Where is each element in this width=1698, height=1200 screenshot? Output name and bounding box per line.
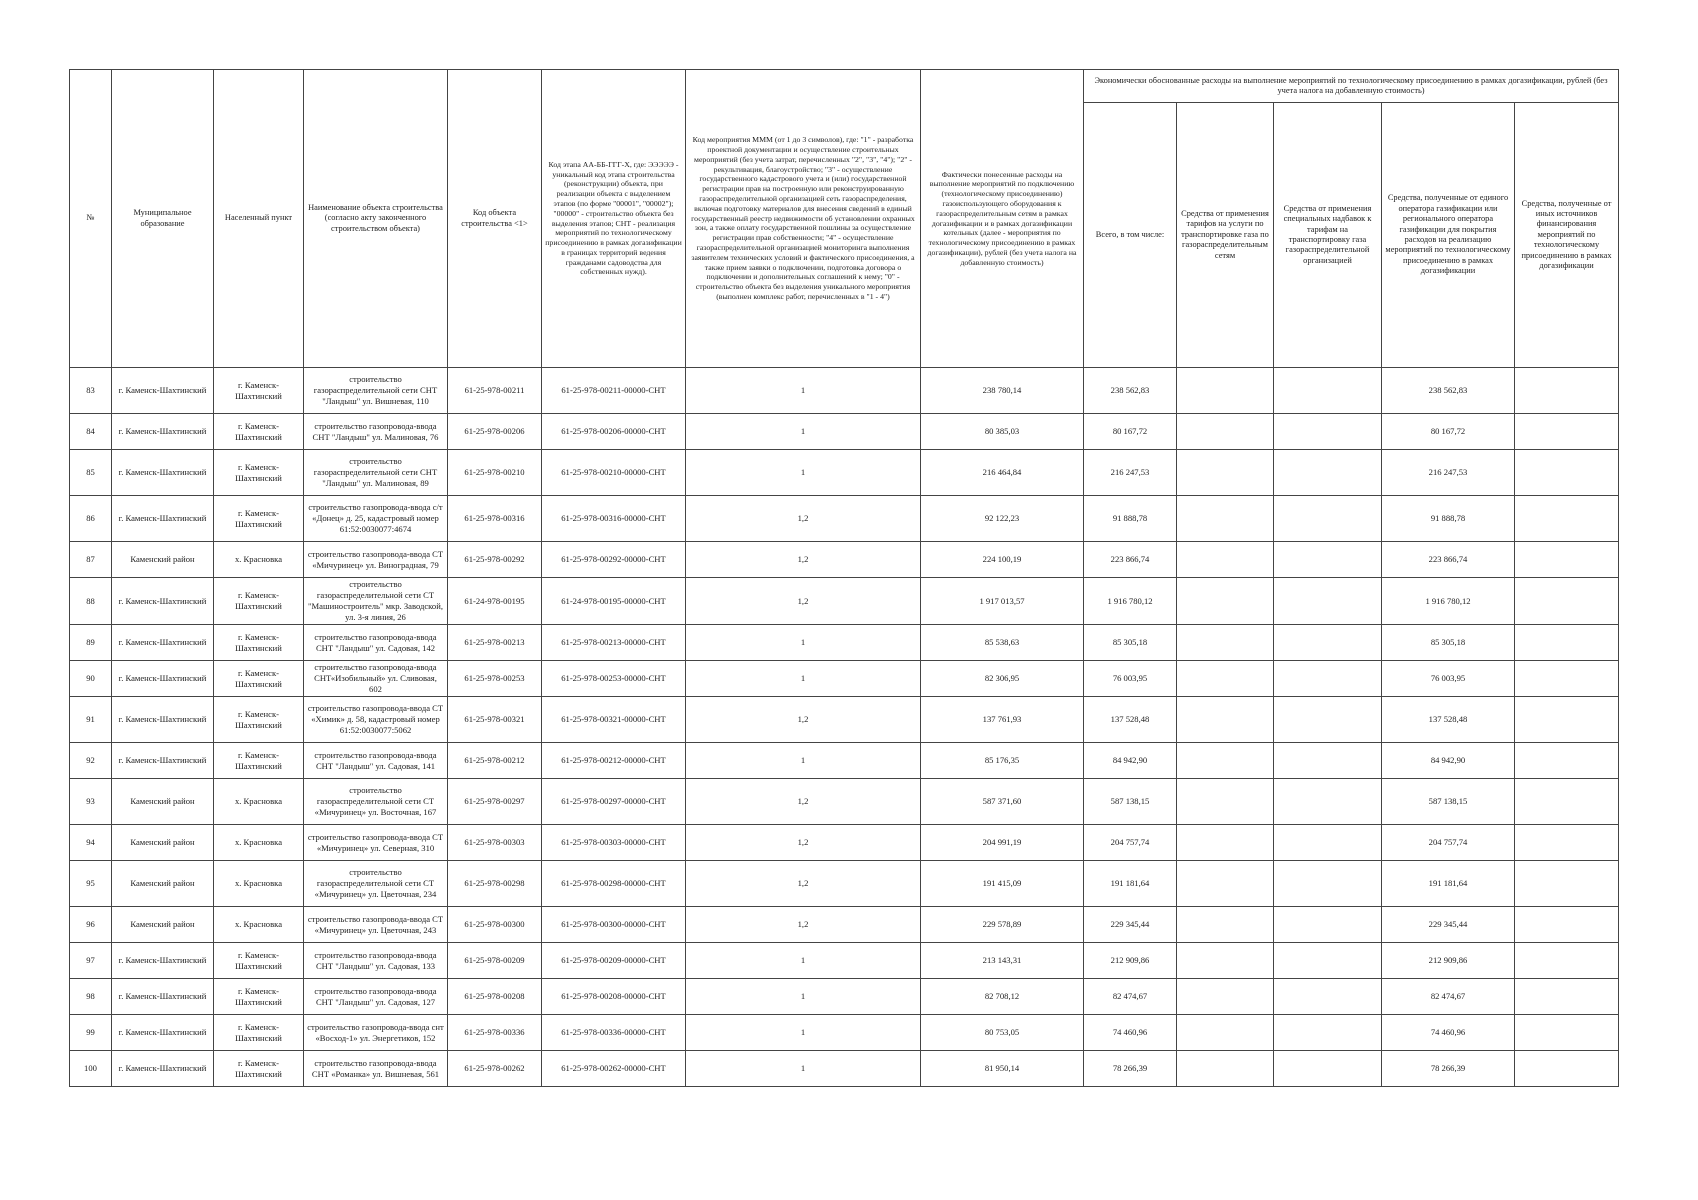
cell-total: 91 888,78 (1084, 496, 1177, 542)
cell-object-code: 61-25-978-00262 (448, 1051, 542, 1087)
cell-activity-code: 1 (686, 414, 921, 450)
cell-single-operator: 91 888,78 (1382, 496, 1515, 542)
cell-municipality: Каменский район (112, 542, 214, 578)
cell-object-name: строительство газопровода-ввода СНТ "Ландыш" ул. Садовая, 142 (304, 625, 448, 661)
header-special-surcharges: Средства от применения специальных надбавок к тарифам на транспортировку газа газораспределительной организацией (1274, 103, 1382, 368)
cell-other-sources (1515, 861, 1619, 907)
cell-object-code: 61-25-978-00206 (448, 414, 542, 450)
cell-single-operator: 238 562,83 (1382, 368, 1515, 414)
cell-single-operator: 137 528,48 (1382, 697, 1515, 743)
cell-tariff-transport (1177, 943, 1274, 979)
cell-special-surcharges (1274, 779, 1382, 825)
cell-object-code: 61-25-978-00297 (448, 779, 542, 825)
cell-single-operator: 191 181,64 (1382, 861, 1515, 907)
cell-total: 82 474,67 (1084, 979, 1177, 1015)
cell-other-sources (1515, 661, 1619, 697)
cell-total: 84 942,90 (1084, 743, 1177, 779)
cell-activity-code: 1,2 (686, 578, 921, 625)
cell-stage-code: 61-25-978-00206-00000-СНТ (542, 414, 686, 450)
header-municipality: Муниципальное образование (112, 70, 214, 368)
cell-stage-code: 61-25-978-00212-00000-СНТ (542, 743, 686, 779)
cell-municipality: г. Каменск-Шахтинский (112, 578, 214, 625)
cell-other-sources (1515, 743, 1619, 779)
cell-object-name: строительство газопровода-ввода СНТ "Ландыш" ул. Малиновая, 76 (304, 414, 448, 450)
table-row (70, 578, 1619, 625)
cell-special-surcharges (1274, 661, 1382, 697)
table-row (70, 979, 1619, 1015)
cell-total: 587 138,15 (1084, 779, 1177, 825)
cell-actual-costs: 92 122,23 (921, 496, 1084, 542)
cell-total: 238 562,83 (1084, 368, 1177, 414)
cell-object-code: 61-25-978-00303 (448, 825, 542, 861)
cell-tariff-transport (1177, 1015, 1274, 1051)
cell-object-name: строительство газопровода-ввода СНТ "Ландыш" ул. Садовая, 133 (304, 943, 448, 979)
cell-municipality: Каменский район (112, 861, 214, 907)
table-row (70, 1015, 1619, 1051)
table-row (70, 450, 1619, 496)
cell-settlement: г. Каменск-Шахтинский (214, 697, 304, 743)
header-actual-costs: Фактически понесенные расходы на выполнение мероприятий по подключению (технологическому присоединению) газоиспользующего оборудования к газораспределительным сетям в рамках догазификации и в рамках догазификации котельных (далее - мероприятия по технологическому присоединению в рамках догазификации), рублей (без учета налога на добавленную стоимость) (921, 70, 1084, 368)
cell-object-name: строительство газораспределительной сети СНТ "Ландыш" ул. Вишневая, 110 (304, 368, 448, 414)
cell-special-surcharges (1274, 1051, 1382, 1087)
cell-municipality: г. Каменск-Шахтинский (112, 943, 214, 979)
cell-actual-costs: 216 464,84 (921, 450, 1084, 496)
cell-object-name: строительство газопровода-ввода СТ «Мичуринец» ул. Цветочная, 243 (304, 907, 448, 943)
cell-stage-code: 61-25-978-00321-00000-СНТ (542, 697, 686, 743)
cell-single-operator: 229 345,44 (1382, 907, 1515, 943)
cell-settlement: г. Каменск-Шахтинский (214, 368, 304, 414)
cell-single-operator: 1 916 780,12 (1382, 578, 1515, 625)
cell-activity-code: 1 (686, 450, 921, 496)
cell-stage-code: 61-25-978-00300-00000-СНТ (542, 907, 686, 943)
cell-object-name: строительство газораспределительной сети СНТ "Ландыш" ул. Малиновая, 89 (304, 450, 448, 496)
gasification-costs-table (69, 69, 1619, 1087)
cell-object-code: 61-25-978-00336 (448, 1015, 542, 1051)
cell-settlement: х. Красновка (214, 825, 304, 861)
cell-municipality: Каменский район (112, 825, 214, 861)
cell-municipality: г. Каменск-Шахтинский (112, 625, 214, 661)
cell-actual-costs: 587 371,60 (921, 779, 1084, 825)
cell-actual-costs: 80 385,03 (921, 414, 1084, 450)
table-row (70, 779, 1619, 825)
cell-single-operator: 587 138,15 (1382, 779, 1515, 825)
cell-activity-code: 1 (686, 943, 921, 979)
cell-settlement: г. Каменск-Шахтинский (214, 979, 304, 1015)
cell-settlement: г. Каменск-Шахтинский (214, 743, 304, 779)
cell-other-sources (1515, 414, 1619, 450)
cell-total: 1 916 780,12 (1084, 578, 1177, 625)
cell-object-name: строительство газораспределительной сети СТ «Мичуринец» ул. Цветочная, 234 (304, 861, 448, 907)
cell-actual-costs: 85 538,63 (921, 625, 1084, 661)
cell-settlement: г. Каменск-Шахтинский (214, 450, 304, 496)
cell-single-operator: 85 305,18 (1382, 625, 1515, 661)
table-row (70, 697, 1619, 743)
cell-other-sources (1515, 368, 1619, 414)
cell-no: 94 (70, 825, 112, 861)
cell-object-name: строительство газопровода-ввода с/т «Донец» д. 25, кадастровый номер 61:52:0030077:4674 (304, 496, 448, 542)
cell-object-code: 61-25-978-00212 (448, 743, 542, 779)
cell-object-code: 61-25-978-00321 (448, 697, 542, 743)
cell-special-surcharges (1274, 625, 1382, 661)
cell-object-code: 61-24-978-00195 (448, 578, 542, 625)
cell-single-operator: 212 909,86 (1382, 943, 1515, 979)
cell-object-code: 61-25-978-00210 (448, 450, 542, 496)
cell-other-sources (1515, 979, 1619, 1015)
table-row (70, 368, 1619, 414)
cell-municipality: г. Каменск-Шахтинский (112, 661, 214, 697)
cell-no: 91 (70, 697, 112, 743)
cell-activity-code: 1,2 (686, 779, 921, 825)
header-object-name: Наименование объекта строительства (согласно акту законченного строительством объекта) (304, 70, 448, 368)
cell-single-operator: 82 474,67 (1382, 979, 1515, 1015)
table-row (70, 907, 1619, 943)
cell-no: 90 (70, 661, 112, 697)
cell-actual-costs: 82 306,95 (921, 661, 1084, 697)
header-settlement: Населенный пункт (214, 70, 304, 368)
cell-tariff-transport (1177, 625, 1274, 661)
cell-activity-code: 1 (686, 1051, 921, 1087)
cell-stage-code: 61-25-978-00209-00000-СНТ (542, 943, 686, 979)
cell-actual-costs: 81 950,14 (921, 1051, 1084, 1087)
cell-single-operator: 80 167,72 (1382, 414, 1515, 450)
cell-activity-code: 1 (686, 743, 921, 779)
cell-municipality: г. Каменск-Шахтинский (112, 496, 214, 542)
cell-no: 99 (70, 1015, 112, 1051)
cell-object-code: 61-25-978-00211 (448, 368, 542, 414)
cell-municipality: г. Каменск-Шахтинский (112, 743, 214, 779)
table-row (70, 1051, 1619, 1087)
table-row (70, 861, 1619, 907)
cell-total: 212 909,86 (1084, 943, 1177, 979)
cell-tariff-transport (1177, 578, 1274, 625)
cell-special-surcharges (1274, 368, 1382, 414)
cell-object-code: 61-25-978-00253 (448, 661, 542, 697)
table-row (70, 943, 1619, 979)
header-activity-code: Код мероприятия МММ (от 1 до 3 символов), где: "1" - разработка проектной документации и осуществление строительных мероприятий (без учета затрат, перечисленных "2", "3", "4"); "2" - рекультивация, благоустройство; "3" - осуществление государственного кадастрового учета и (или) государственной регистрации прав на построенную или реконструированную газораспределительной организацией сеть газораспределения, включая подготовку материалов для внесения сведений в единый государственный реестр недвижимости об установлении охранных зон, а также оплату государственной пошлины за осуществление регистрации прав собственности; "4" - осуществление газораспределительной организацией мониторинга выполнения заявителем технических условий и фактического присоединения, а также прием заявки о подключении, подготовка договора о подключении и дополнительных соглашений к нему; "0" - строительство объекта без выделения уникального мероприятия (выполнен комплекс работ, перечисленных в "1 - 4") (686, 70, 921, 368)
cell-tariff-transport (1177, 450, 1274, 496)
cell-tariff-transport (1177, 779, 1274, 825)
cell-stage-code: 61-25-978-00208-00000-СНТ (542, 979, 686, 1015)
cell-actual-costs: 82 708,12 (921, 979, 1084, 1015)
cell-municipality: Каменский район (112, 907, 214, 943)
table-row (70, 496, 1619, 542)
cell-object-name: строительство газопровода-ввода СТ «Мичуринец» ул. Северная, 310 (304, 825, 448, 861)
cell-activity-code: 1 (686, 1015, 921, 1051)
header-total: Всего, в том числе: (1084, 103, 1177, 368)
cell-municipality: г. Каменск-Шахтинский (112, 450, 214, 496)
cell-activity-code: 1 (686, 368, 921, 414)
cell-total: 137 528,48 (1084, 697, 1177, 743)
cell-object-code: 61-25-978-00298 (448, 861, 542, 907)
cell-activity-code: 1,2 (686, 825, 921, 861)
cell-tariff-transport (1177, 414, 1274, 450)
cell-actual-costs: 80 753,05 (921, 1015, 1084, 1051)
cell-no: 98 (70, 979, 112, 1015)
cell-object-code: 61-25-978-00213 (448, 625, 542, 661)
cell-total: 80 167,72 (1084, 414, 1177, 450)
cell-single-operator: 84 942,90 (1382, 743, 1515, 779)
cell-settlement: г. Каменск-Шахтинский (214, 414, 304, 450)
cell-single-operator: 74 460,96 (1382, 1015, 1515, 1051)
cell-tariff-transport (1177, 1051, 1274, 1087)
cell-other-sources (1515, 625, 1619, 661)
cell-tariff-transport (1177, 368, 1274, 414)
cell-no: 87 (70, 542, 112, 578)
cell-no: 83 (70, 368, 112, 414)
cell-total: 74 460,96 (1084, 1015, 1177, 1051)
cell-actual-costs: 224 100,19 (921, 542, 1084, 578)
cell-object-name: строительство газопровода-ввода СНТ "Ландыш" ул. Садовая, 141 (304, 743, 448, 779)
cell-municipality: Каменский район (112, 779, 214, 825)
cell-settlement: г. Каменск-Шахтинский (214, 625, 304, 661)
cell-object-name: строительство газопровода-ввода СНТ "Ландыш" ул. Садовая, 127 (304, 979, 448, 1015)
cell-settlement: х. Красновка (214, 779, 304, 825)
cell-municipality: г. Каменск-Шахтинский (112, 368, 214, 414)
cell-settlement: х. Красновка (214, 861, 304, 907)
cell-total: 85 305,18 (1084, 625, 1177, 661)
table-row (70, 743, 1619, 779)
cell-object-name: строительство газораспределительной сети СТ «Мичуринец» ул. Восточная, 167 (304, 779, 448, 825)
cell-special-surcharges (1274, 1015, 1382, 1051)
header-no: № (70, 70, 112, 368)
cell-tariff-transport (1177, 825, 1274, 861)
cell-actual-costs: 1 917 013,57 (921, 578, 1084, 625)
cell-special-surcharges (1274, 414, 1382, 450)
cell-no: 89 (70, 625, 112, 661)
cell-actual-costs: 238 780,14 (921, 368, 1084, 414)
cell-tariff-transport (1177, 979, 1274, 1015)
cell-settlement: г. Каменск-Шахтинский (214, 661, 304, 697)
cell-special-surcharges (1274, 979, 1382, 1015)
cell-special-surcharges (1274, 825, 1382, 861)
cell-stage-code: 61-24-978-00195-00000-СНТ (542, 578, 686, 625)
cell-stage-code: 61-25-978-00298-00000-СНТ (542, 861, 686, 907)
cell-total: 78 266,39 (1084, 1051, 1177, 1087)
table-row (70, 625, 1619, 661)
cell-settlement: г. Каменск-Шахтинский (214, 496, 304, 542)
cell-single-operator: 204 757,74 (1382, 825, 1515, 861)
cell-special-surcharges (1274, 697, 1382, 743)
cell-municipality: г. Каменск-Шахтинский (112, 414, 214, 450)
cell-object-code: 61-25-978-00292 (448, 542, 542, 578)
cell-no: 92 (70, 743, 112, 779)
cell-object-name: строительство газопровода-ввода СНТ «Романка» ул. Вишневая, 561 (304, 1051, 448, 1087)
cell-municipality: г. Каменск-Шахтинский (112, 1051, 214, 1087)
cell-no: 100 (70, 1051, 112, 1087)
cell-other-sources (1515, 578, 1619, 625)
cell-single-operator: 223 866,74 (1382, 542, 1515, 578)
cell-tariff-transport (1177, 697, 1274, 743)
header-econ-group: Экономически обоснованные расходы на выполнение мероприятий по технологическому присоединению в рамках догазификации, рублей (без учета налога на добавленную стоимость) (1084, 70, 1619, 103)
cell-object-code: 61-25-978-00209 (448, 943, 542, 979)
cell-tariff-transport (1177, 907, 1274, 943)
cell-no: 88 (70, 578, 112, 625)
table-row (70, 825, 1619, 861)
cell-no: 95 (70, 861, 112, 907)
cell-activity-code: 1,2 (686, 907, 921, 943)
cell-object-code: 61-25-978-00208 (448, 979, 542, 1015)
header-single-operator: Средства, полученные от единого оператора газификации или регионального оператора газификации для покрытия расходов на реализацию мероприятий по технологическому присоединению в рамках догазификации (1382, 103, 1515, 368)
cell-actual-costs: 204 991,19 (921, 825, 1084, 861)
cell-special-surcharges (1274, 578, 1382, 625)
cell-settlement: г. Каменск-Шахтинский (214, 578, 304, 625)
cell-settlement: х. Красновка (214, 542, 304, 578)
cell-stage-code: 61-25-978-00210-00000-СНТ (542, 450, 686, 496)
cell-stage-code: 61-25-978-00213-00000-СНТ (542, 625, 686, 661)
cell-settlement: г. Каменск-Шахтинский (214, 1015, 304, 1051)
header-tariff-transport: Средства от применения тарифов на услуги по транспортировке газа по газораспределительным сетям (1177, 103, 1274, 368)
cell-tariff-transport (1177, 743, 1274, 779)
cell-total: 223 866,74 (1084, 542, 1177, 578)
cell-total: 204 757,74 (1084, 825, 1177, 861)
cell-object-code: 61-25-978-00300 (448, 907, 542, 943)
cell-activity-code: 1 (686, 979, 921, 1015)
cell-other-sources (1515, 1015, 1619, 1051)
cell-settlement: г. Каменск-Шахтинский (214, 943, 304, 979)
cell-tariff-transport (1177, 661, 1274, 697)
cell-object-name: строительство газопровода-ввода СТ «Химик» д. 58, кадастровый номер 61:52:0030077:5062 (304, 697, 448, 743)
header-stage-code: Код этапа АА-ББ-ГГГ-Х, где: ЭЭЭЭЭ - уникальный код этапа строительства (реконструкции) объекта, при реализации объекта с выделением этапов (по форме "00001", "00002"); "00000" - строительство объекта без выделения этапов; СНТ - реализация мероприятий по технологическому присоединению в рамках догазификации в границах территорий ведения гражданами садоводства для собственных нужд). (542, 70, 686, 368)
cell-other-sources (1515, 496, 1619, 542)
cell-no: 96 (70, 907, 112, 943)
cell-actual-costs: 229 578,89 (921, 907, 1084, 943)
cell-special-surcharges (1274, 907, 1382, 943)
cell-municipality: г. Каменск-Шахтинский (112, 1015, 214, 1051)
cell-activity-code: 1,2 (686, 697, 921, 743)
cell-municipality: г. Каменск-Шахтинский (112, 979, 214, 1015)
cell-other-sources (1515, 779, 1619, 825)
cell-actual-costs: 213 143,31 (921, 943, 1084, 979)
cell-other-sources (1515, 542, 1619, 578)
table-row (70, 542, 1619, 578)
cell-object-name: строительство газораспределительной сети СТ "Машиностроитель" мкр. Заводской, ул. 3-я линия, 26 (304, 578, 448, 625)
cell-total: 229 345,44 (1084, 907, 1177, 943)
cell-actual-costs: 137 761,93 (921, 697, 1084, 743)
cell-other-sources (1515, 825, 1619, 861)
cell-no: 86 (70, 496, 112, 542)
cell-other-sources (1515, 450, 1619, 496)
table-body (70, 368, 1619, 1087)
cell-single-operator: 216 247,53 (1382, 450, 1515, 496)
cell-tariff-transport (1177, 861, 1274, 907)
table-header (70, 70, 1619, 368)
cell-municipality: г. Каменск-Шахтинский (112, 697, 214, 743)
cell-other-sources (1515, 1051, 1619, 1087)
cell-total: 216 247,53 (1084, 450, 1177, 496)
cell-actual-costs: 85 176,35 (921, 743, 1084, 779)
header-other-sources: Средства, полученные от иных источников финансирования мероприятий по технологическому присоединению в рамках догазификации (1515, 103, 1619, 368)
cell-activity-code: 1,2 (686, 542, 921, 578)
cell-tariff-transport (1177, 542, 1274, 578)
cell-stage-code: 61-25-978-00253-00000-СНТ (542, 661, 686, 697)
cell-no: 97 (70, 943, 112, 979)
cell-stage-code: 61-25-978-00336-00000-СНТ (542, 1015, 686, 1051)
cell-total: 76 003,95 (1084, 661, 1177, 697)
cell-stage-code: 61-25-978-00316-00000-СНТ (542, 496, 686, 542)
cell-other-sources (1515, 697, 1619, 743)
cell-activity-code: 1,2 (686, 496, 921, 542)
cell-special-surcharges (1274, 496, 1382, 542)
cell-tariff-transport (1177, 496, 1274, 542)
cell-settlement: х. Красновка (214, 907, 304, 943)
cell-stage-code: 61-25-978-00303-00000-СНТ (542, 825, 686, 861)
cell-single-operator: 78 266,39 (1382, 1051, 1515, 1087)
cell-object-name: строительство газопровода-ввода СТ «Мичуринец» ул. Виноградная, 79 (304, 542, 448, 578)
cell-special-surcharges (1274, 450, 1382, 496)
cell-single-operator: 76 003,95 (1382, 661, 1515, 697)
cell-activity-code: 1,2 (686, 861, 921, 907)
cell-object-name: строительство газопровода-ввода СНТ«Изобильный» ул. Сливовая, 602 (304, 661, 448, 697)
cell-object-name: строительство газопровода-ввода снт «Восход-1» ул. Энергетиков, 152 (304, 1015, 448, 1051)
cell-object-code: 61-25-978-00316 (448, 496, 542, 542)
table-row (70, 414, 1619, 450)
cell-special-surcharges (1274, 861, 1382, 907)
cell-other-sources (1515, 943, 1619, 979)
header-object-code: Код объекта строительства <1> (448, 70, 542, 368)
cell-actual-costs: 191 415,09 (921, 861, 1084, 907)
cell-activity-code: 1 (686, 661, 921, 697)
cell-total: 191 181,64 (1084, 861, 1177, 907)
cell-stage-code: 61-25-978-00297-00000-СНТ (542, 779, 686, 825)
cell-stage-code: 61-25-978-00262-00000-СНТ (542, 1051, 686, 1087)
cell-no: 85 (70, 450, 112, 496)
table-row (70, 661, 1619, 697)
cell-no: 84 (70, 414, 112, 450)
cell-special-surcharges (1274, 943, 1382, 979)
cell-other-sources (1515, 907, 1619, 943)
cell-stage-code: 61-25-978-00211-00000-СНТ (542, 368, 686, 414)
cell-special-surcharges (1274, 743, 1382, 779)
cell-stage-code: 61-25-978-00292-00000-СНТ (542, 542, 686, 578)
cell-activity-code: 1 (686, 625, 921, 661)
cell-no: 93 (70, 779, 112, 825)
cell-special-surcharges (1274, 542, 1382, 578)
cell-settlement: г. Каменск-Шахтинский (214, 1051, 304, 1087)
